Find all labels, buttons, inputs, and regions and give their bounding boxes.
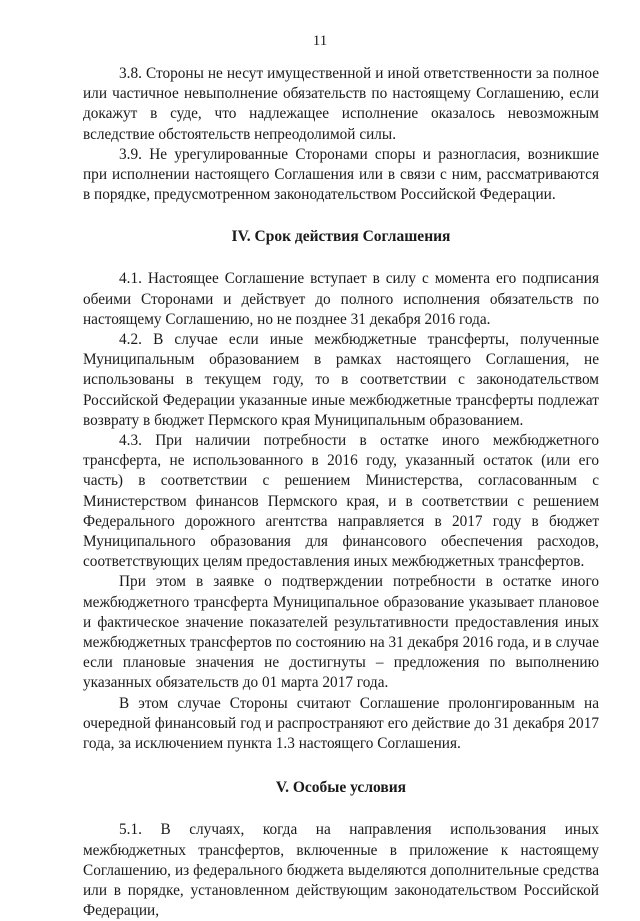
paragraph-3-8: 3.8. Стороны не несут имущественной и иной ответственности за полное или частичное невыполнение обязательств по настоящему Соглашению, если докажут в суде, что надлежащее исполнение оказалось невозможным вследствие обстоятельств непреодолимой силы. [83,65,599,143]
paragraph-4-3-request: При этом в заявке о подтверждении потребности в остатке иного межбюджетного трансферта Муниципальное образование указывает плановое и фактическое значение показателей результативности предоставления иных межбюджетных трансфертов по состоянию на 31 декабря 2016 года, и в случае если плановые значения не достигнуты – предложения по выполнению указанных обязательств до 01 марта 2017 года. [83,573,599,692]
section-heading-5: V. Особые условия [275,779,407,797]
page-number: 11 [312,33,328,49]
paragraph-3-9: 3.9. Не урегулированные Сторонами споры и разногласия, возникшие при исполнении настоящего Соглашения или в связи с ним, рассматриваются в порядке, предусмотренном законодательством Российской Федерации. [83,145,599,204]
section-heading-4: IV. Срок действия Соглашения [231,228,451,246]
document-body [83,64,599,921]
paragraph-5-1: 5.1. В случаях, когда на направления использования иных межбюджетных трансфертов, включенные в приложение к настоящему Соглашению, из федерального бюджета выделяются дополнительные средства или в порядке, установленном действующим законодательством Российской Федерации, [83,821,599,920]
paragraph-4-2: 4.2. В случае если иные межбюджетные трансферты, полученные Муниципальным образованием в рамках настоящего Соглашения, не использованы в текущем году, то в соответствии с законодательством Российской Федерации указанные иные межбюджетные трансферты подлежат возврату в бюджет Пермского края Муниципальным образованием. [83,331,599,429]
paragraph-4-3-prolongation: В этом случае Стороны считают Соглашение пролонгированным на очередной финансовый год и распространяют его действие до 31 декабря 2017 года, за исключением пункта 1.3 настоящего Соглашения. [83,694,599,753]
paragraph-4-1: 4.1. Настоящее Соглашение вступает в силу с момента его подписания обеими Сторонами и действует до полного исполнения обязательств по настоящему Соглашению, но не позднее 31 декабря 2016 года. [83,270,599,328]
paragraph-4-3: 4.3. При наличии потребности в остатке иного межбюджетного трансферта, не использованного в 2016 году, указанный остаток (или его часть) в соответствии с решением Министерства, согласованным с Министерством финансов Пермского края, и в соответствии с решением Федерального дорожного агентства направляется в 2017 году в бюджет Муниципального образования для финансового обеспечения расходов, соответствующих целям предоставления иных межбюджетных трансфертов. [83,432,599,571]
